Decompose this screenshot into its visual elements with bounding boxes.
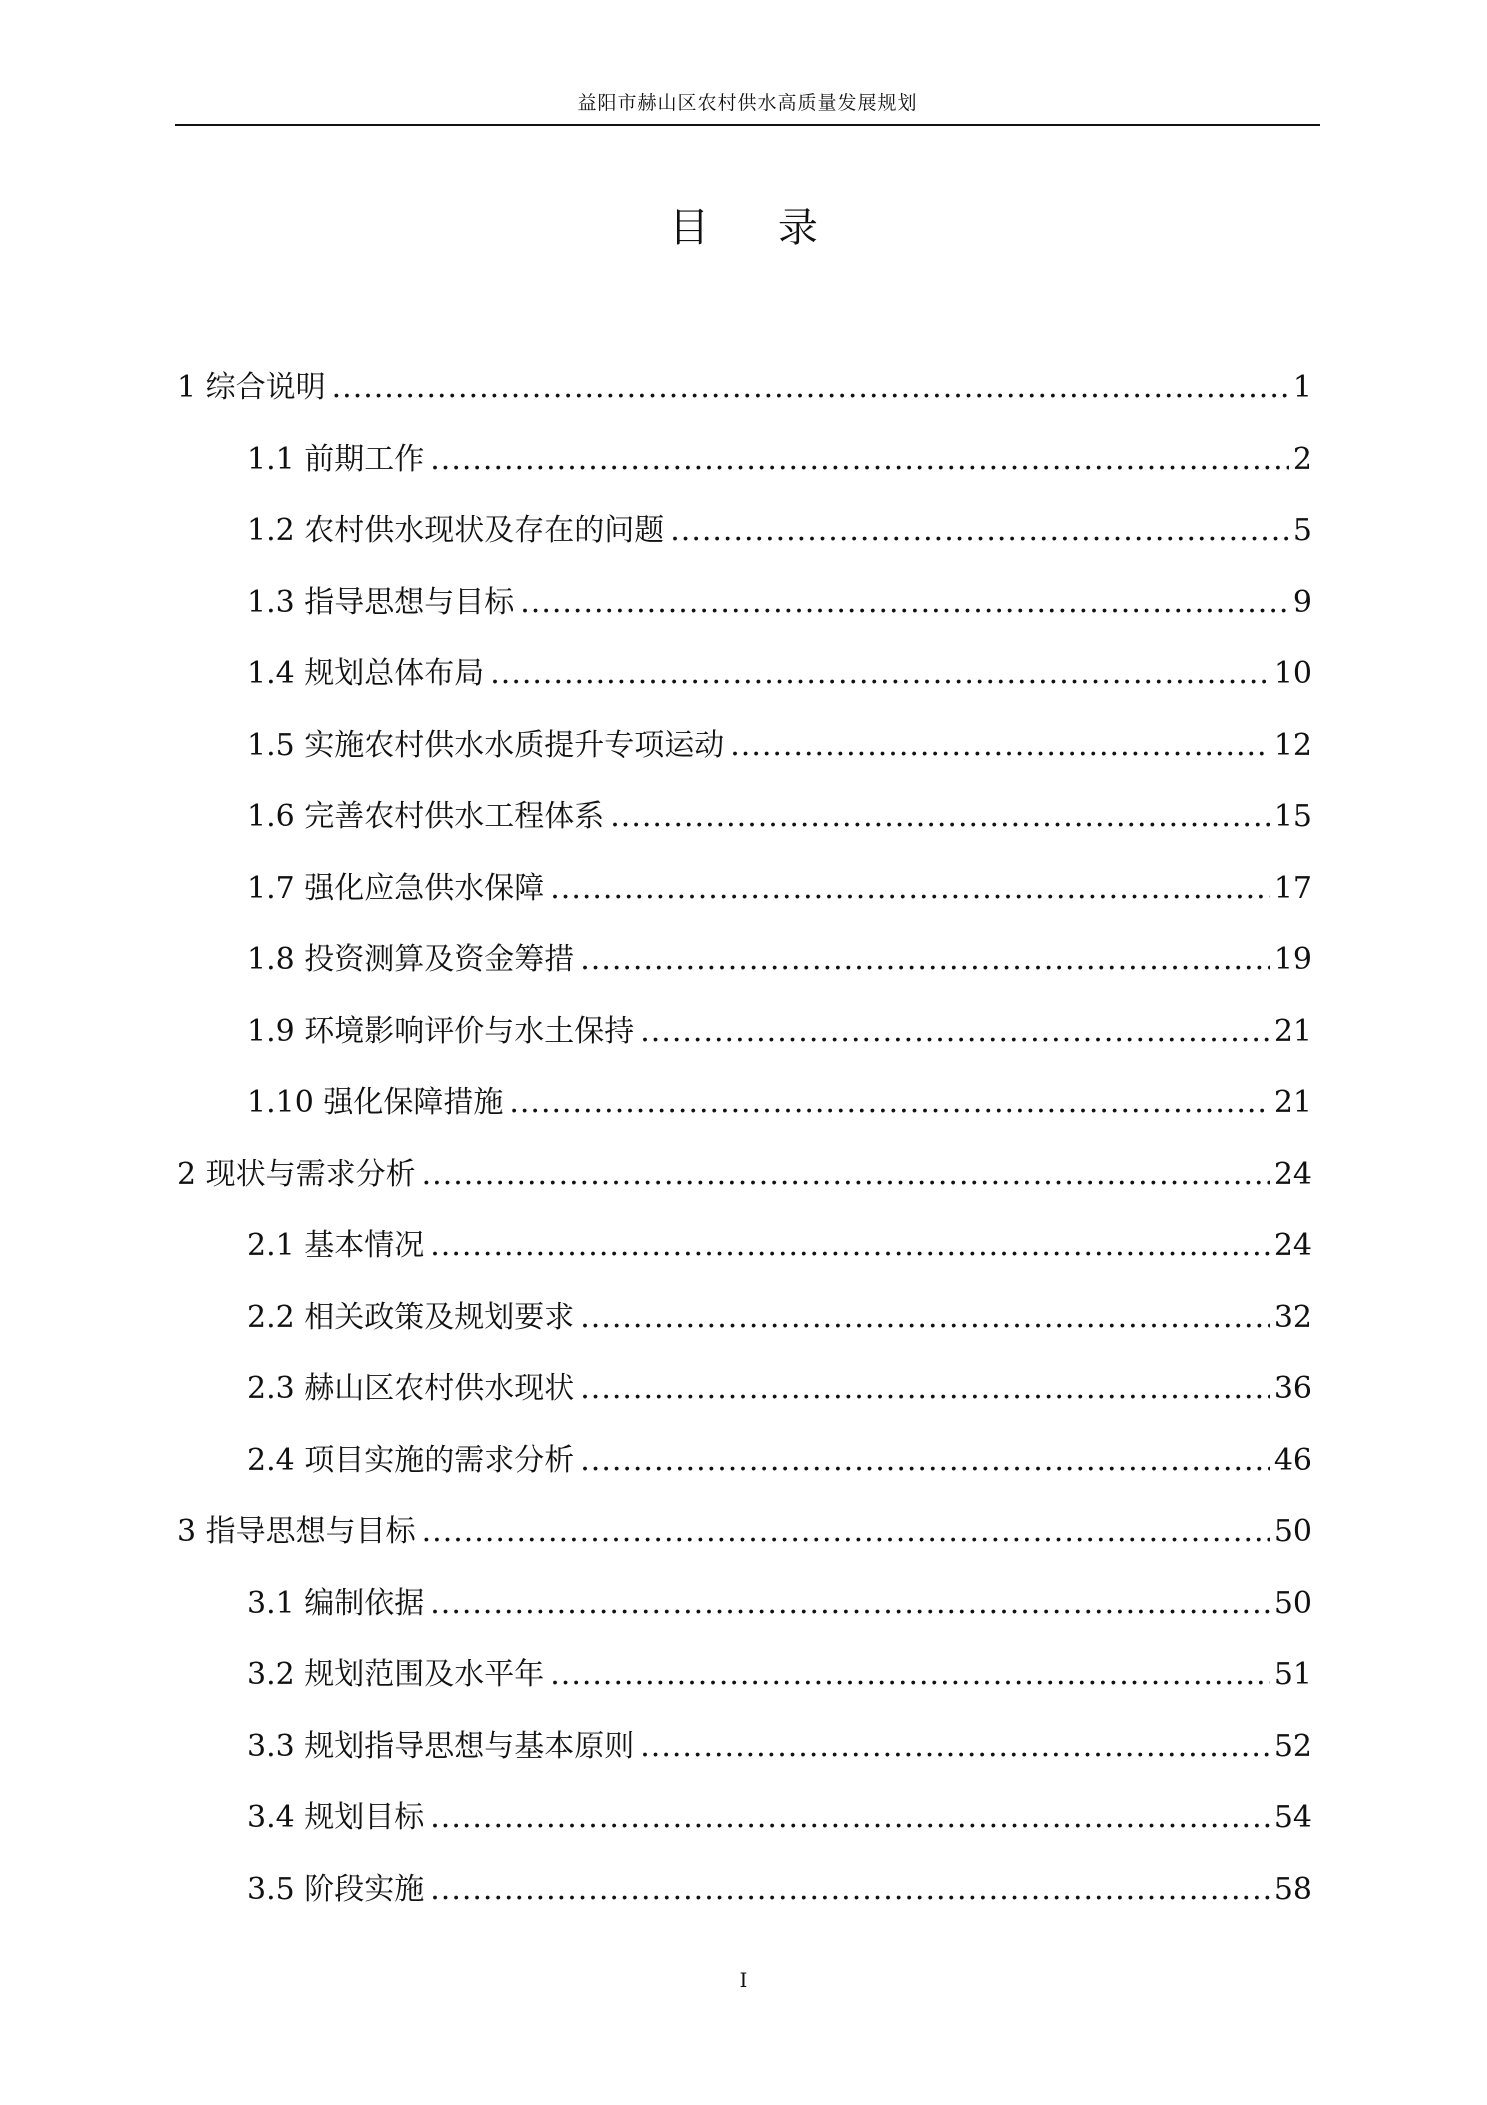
toc-dot-leader xyxy=(640,996,1270,1068)
toc-entry-label: 1.10 强化保障措施 xyxy=(247,1085,504,1120)
toc-dot-leader xyxy=(422,1139,1270,1211)
toc-title: 目 录 xyxy=(669,205,846,251)
toc-entry-page-number: 52 xyxy=(1273,1728,1312,1764)
toc-entry-page-number: 50 xyxy=(1273,1514,1312,1549)
toc-dot-leader xyxy=(430,1210,1270,1282)
toc-entry[interactable] xyxy=(0,1854,1487,1926)
toc-entry-page-number: 2 xyxy=(1292,441,1312,477)
toc-dot-leader xyxy=(640,1711,1270,1783)
toc-entry-page-number: 12 xyxy=(1273,727,1312,763)
toc-entry-page-number: 19 xyxy=(1273,942,1312,977)
toc-entry-label: 2.2 相关政策及规划要求 xyxy=(247,1299,575,1335)
toc-entry-label: 1.4 规划总体布局 xyxy=(247,656,485,691)
toc-dot-leader xyxy=(430,1854,1270,1926)
toc-dot-leader xyxy=(430,1568,1270,1640)
toc-entry-page-number: 36 xyxy=(1273,1371,1312,1406)
table-of-contents xyxy=(0,352,1487,1925)
page-number: I xyxy=(739,1968,748,1992)
toc-dot-leader xyxy=(580,924,1270,996)
toc-dot-leader xyxy=(550,1639,1270,1711)
toc-dot-leader xyxy=(580,1282,1270,1354)
toc-dot-leader xyxy=(520,567,1289,639)
toc-entry[interactable] xyxy=(0,1711,1487,1783)
toc-entry-page-number: 24 xyxy=(1273,1156,1312,1192)
toc-entry-page-number: 5 xyxy=(1292,513,1312,548)
toc-entry-label: 1.1 前期工作 xyxy=(247,441,425,477)
toc-entry-label: 1 综合说明 xyxy=(177,370,326,405)
toc-entry[interactable] xyxy=(0,1782,1487,1854)
toc-entry-label: 3.1 编制依据 xyxy=(247,1585,425,1621)
toc-entry[interactable] xyxy=(0,638,1487,710)
toc-entry-page-number: 21 xyxy=(1273,1013,1312,1049)
toc-entry-page-number: 32 xyxy=(1273,1299,1312,1335)
toc-entry-label: 2.4 项目实施的需求分析 xyxy=(247,1442,575,1478)
toc-entry-page-number: 50 xyxy=(1273,1585,1312,1621)
toc-entry-page-number: 10 xyxy=(1273,656,1312,691)
toc-dot-leader xyxy=(422,1496,1270,1568)
toc-entry-label: 3.3 规划指导思想与基本原则 xyxy=(247,1728,635,1764)
toc-entry-label: 1.7 强化应急供水保障 xyxy=(247,870,545,906)
toc-entry-page-number: 58 xyxy=(1273,1871,1312,1907)
toc-entry[interactable] xyxy=(0,853,1487,925)
toc-entry-label: 1.2 农村供水现状及存在的问题 xyxy=(247,513,665,548)
toc-entry[interactable] xyxy=(0,996,1487,1068)
toc-dot-leader xyxy=(580,1353,1270,1425)
toc-entry[interactable] xyxy=(0,1067,1487,1139)
toc-dot-leader xyxy=(332,352,1289,424)
toc-entry-label: 2 现状与需求分析 xyxy=(177,1156,416,1192)
toc-entry-page-number: 54 xyxy=(1273,1800,1312,1835)
toc-entry-label: 3 指导思想与目标 xyxy=(177,1514,416,1549)
running-header: 益阳市赫山区农村供水高质量发展规划 xyxy=(577,92,918,114)
toc-entry-label: 3.5 阶段实施 xyxy=(247,1871,425,1907)
toc-entry[interactable] xyxy=(0,567,1487,639)
toc-dot-leader xyxy=(430,1782,1270,1854)
toc-dot-leader xyxy=(670,495,1289,567)
toc-entry[interactable] xyxy=(0,1639,1487,1711)
toc-entry-label: 1.6 完善农村供水工程体系 xyxy=(247,799,605,834)
toc-entry-page-number: 15 xyxy=(1273,799,1312,834)
toc-entry[interactable] xyxy=(0,710,1487,782)
toc-entry[interactable] xyxy=(0,1568,1487,1640)
toc-entry[interactable] xyxy=(0,352,1487,424)
toc-entry[interactable] xyxy=(0,1139,1487,1211)
toc-entry[interactable] xyxy=(0,781,1487,853)
toc-dot-leader xyxy=(610,781,1270,853)
toc-entry-page-number: 1 xyxy=(1292,370,1312,405)
toc-entry-label: 3.2 规划范围及水平年 xyxy=(247,1657,545,1692)
toc-entry-page-number: 9 xyxy=(1292,584,1312,620)
toc-entry-label: 1.5 实施农村供水水质提升专项运动 xyxy=(247,727,725,763)
toc-entry-page-number: 24 xyxy=(1273,1228,1312,1263)
toc-entry-label: 1.9 环境影响评价与水土保持 xyxy=(247,1013,635,1049)
toc-entry-label: 1.3 指导思想与目标 xyxy=(247,584,515,620)
toc-dot-leader xyxy=(580,1425,1270,1497)
toc-entry[interactable] xyxy=(0,1282,1487,1354)
toc-entry-page-number: 51 xyxy=(1273,1657,1312,1692)
toc-entry[interactable] xyxy=(0,495,1487,567)
toc-entry[interactable] xyxy=(0,1425,1487,1497)
toc-entry-label: 2.1 基本情况 xyxy=(247,1228,425,1263)
toc-dot-leader xyxy=(490,638,1270,710)
toc-entry-page-number: 21 xyxy=(1273,1085,1312,1120)
toc-entry[interactable] xyxy=(0,424,1487,496)
toc-dot-leader xyxy=(509,1067,1269,1139)
toc-entry[interactable] xyxy=(0,1496,1487,1568)
header-rule xyxy=(175,124,1320,126)
toc-entry[interactable] xyxy=(0,924,1487,996)
toc-entry-page-number: 46 xyxy=(1273,1442,1312,1478)
toc-dot-leader xyxy=(730,710,1270,782)
toc-entry-label: 2.3 赫山区农村供水现状 xyxy=(247,1371,575,1406)
toc-entry[interactable] xyxy=(0,1353,1487,1425)
toc-entry[interactable] xyxy=(0,1210,1487,1282)
toc-entry-page-number: 17 xyxy=(1273,870,1312,906)
toc-entry-label: 3.4 规划目标 xyxy=(247,1800,425,1835)
toc-dot-leader xyxy=(430,424,1289,496)
toc-entry-label: 1.8 投资测算及资金筹措 xyxy=(247,942,575,977)
toc-dot-leader xyxy=(550,853,1270,925)
